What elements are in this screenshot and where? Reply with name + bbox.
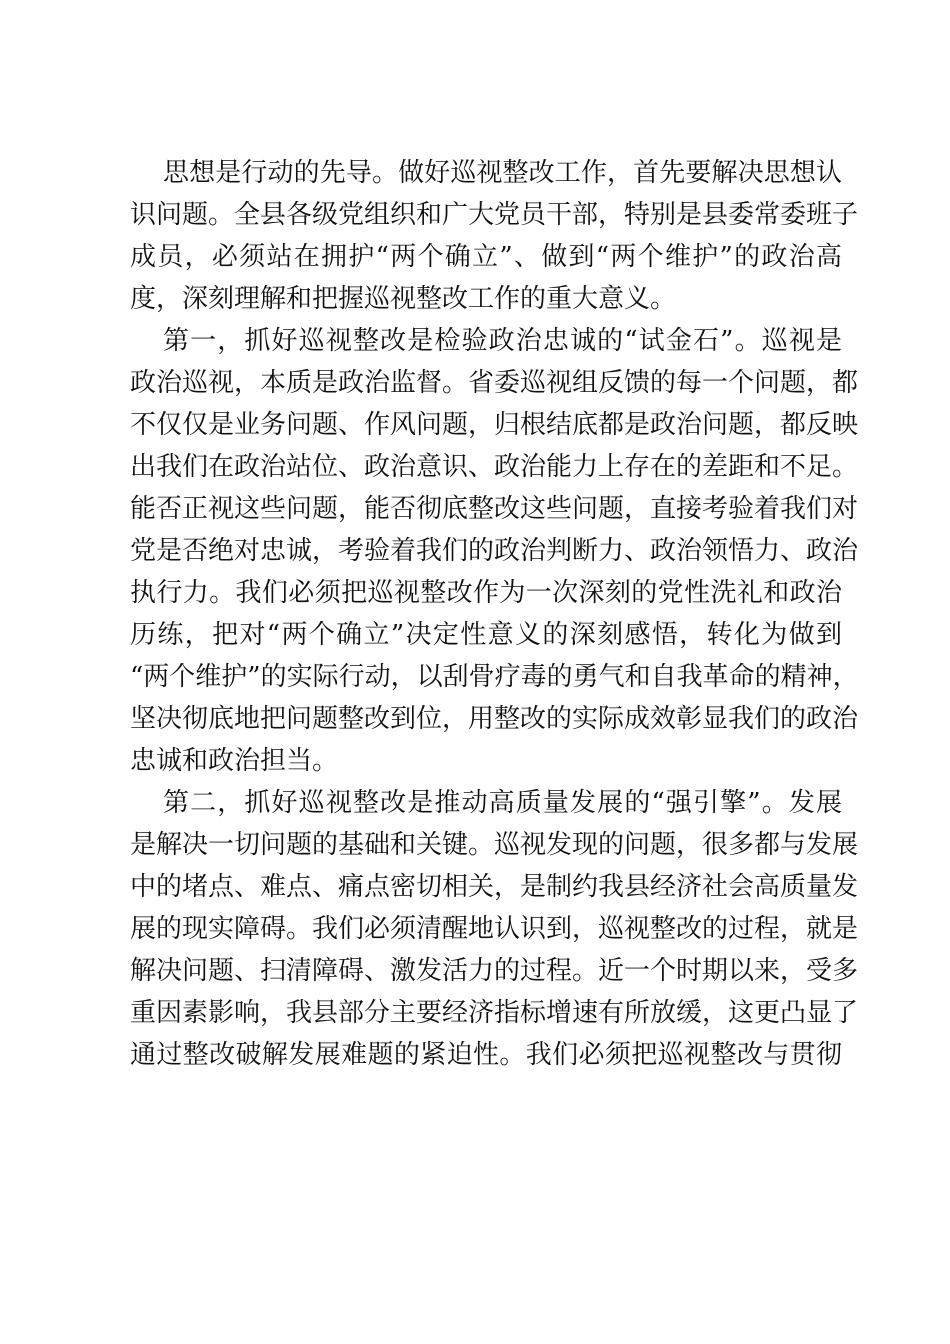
text-line: 执行力。我们必须把巡视整改作为一次深刻的党性洗礼和政治 [130,578,842,608]
paragraph-3 [130,782,859,1076]
text-line: 是解决一切问题的基础和关键。巡视发现的问题，很多都与发展 [130,830,859,860]
text-line: 通过整改破解发展难题的紧迫性。我们必须把巡视整改与贯彻 [130,1040,842,1070]
text-line: 解决问题、扫清障碍、激发活力的过程。近一个时期以来，受多 [130,956,859,986]
paragraph-2 [130,320,859,782]
text-line: 度，深刻理解和把握巡视整改工作的重大意义。 [130,284,677,314]
text-line: 展的现实障碍。我们必须清醒地认识到，巡视整改的过程，就是 [130,914,859,944]
document-page [130,152,859,1076]
text-line: 成员，必须站在拥护“两个确立”、做到“两个维护”的政治高 [130,242,842,272]
text-line: 出我们在政治站位、政治意识、政治能力上存在的差距和不足。 [130,452,859,482]
text-line: 能否正视这些问题，能否彻底整改这些问题，直接考验着我们对 [130,494,859,524]
text-line: 党是否绝对忠诚，考验着我们的政治判断力、政治领悟力、政治 [130,536,859,566]
paragraph-1 [130,152,859,320]
text-line: 中的堵点、难点、痛点密切相关，是制约我县经济社会高质量发 [130,872,859,902]
text-line: 思想是行动的先导。做好巡视整改工作，首先要解决思想认 [163,158,842,188]
text-line: “两个维护”的实际行动，以刮骨疗毒的勇气和自我革命的精神， [130,662,859,692]
text-line: 忠诚和政治担当。 [130,746,339,776]
text-line: 第一，抓好巡视整改是检验政治忠诚的“试金石”。巡视是 [163,326,842,356]
text-line: 识问题。全县各级党组织和广大党员干部，特别是县委常委班子 [130,200,859,230]
text-line: 重因素影响，我县部分主要经济指标增速有所放缓，这更凸显了 [130,998,859,1028]
text-line: 政治巡视，本质是政治监督。省委巡视组反馈的每一个问题，都 [130,368,859,398]
text-line: 不仅仅是业务问题、作风问题，归根结底都是政治问题，都反映 [130,410,859,440]
text-line: 第二，抓好巡视整改是推动高质量发展的“强引擎”。发展 [163,788,842,818]
text-line: 坚决彻底地把问题整改到位，用整改的实际成效彰显我们的政治 [130,704,859,734]
text-line: 历练，把对“两个确立”决定性意义的深刻感悟，转化为做到 [130,620,842,650]
